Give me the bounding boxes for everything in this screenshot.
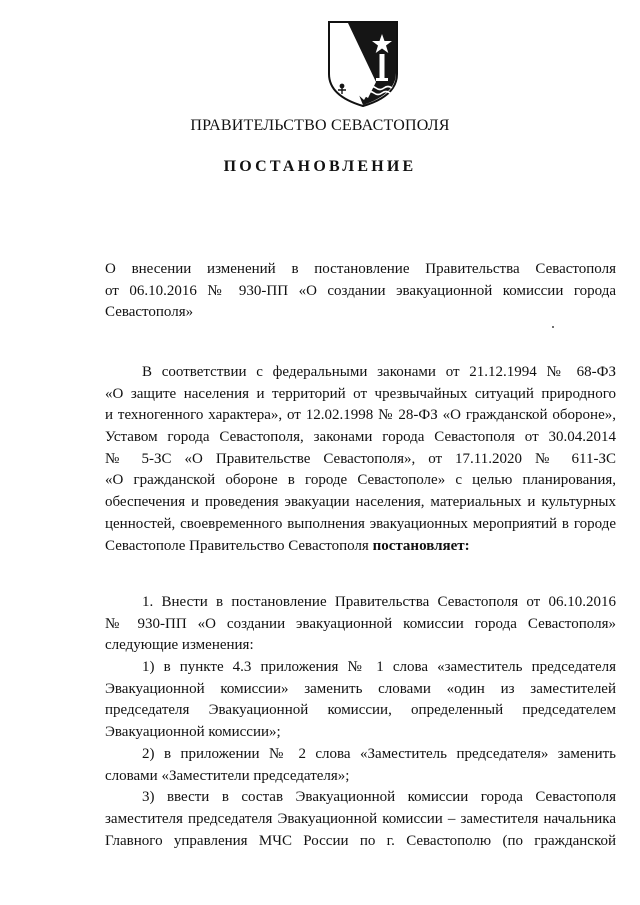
preamble-line: «О защите населения и территорий от чрезвычайных ситуаций природного bbox=[105, 385, 616, 402]
subitem-1-line: председателя Эвакуационной комиссии, определенный председателем bbox=[105, 702, 616, 719]
preamble-line: «О гражданской обороне в городе Севастополе» с целью планирования, bbox=[105, 472, 616, 489]
subitem-3-line: Главного управления МЧС России по г. Севастополю (по гражданской bbox=[105, 832, 616, 849]
government-title: ПРАВИТЕЛЬСТВО СЕВАСТОПОЛЯ bbox=[190, 117, 450, 134]
resolves-keyword: постановляет: bbox=[372, 537, 470, 554]
subject-line: О внесении изменений в постановление Правительства Севастополя bbox=[105, 261, 616, 277]
item-1-line: 1. Внести в постановление Правительства Севастополя от 06.10.2016 bbox=[142, 594, 616, 610]
item-1-paragraph bbox=[105, 592, 616, 852]
subitem-3-line: заместителя председателя Эвакуационной комиссии – заместителя начальника bbox=[105, 810, 616, 827]
item-1-line: следующие изменения: bbox=[105, 637, 254, 654]
subject-line: от 06.10.2016 № 930-ПП «О создании эвакуационной комиссии города bbox=[105, 282, 616, 299]
scan-speck bbox=[552, 326, 554, 328]
subitem-1-line: Эвакуационной комиссии»; bbox=[105, 724, 281, 741]
preamble-line: № 5-ЗС «О Правительстве Севастополя», от 17.11.2020 № 611-ЗС bbox=[105, 450, 616, 467]
preamble-line: и техногенного характера», от 12.02.1998 № 28-ФЗ «О гражданской обороне», bbox=[105, 407, 616, 424]
subitem-2-line: словами «Заместители председателя»; bbox=[105, 767, 350, 784]
subject-line: Севастополя» bbox=[105, 304, 194, 321]
preamble-paragraph bbox=[105, 362, 616, 557]
sevastopol-coat-of-arms-emblem bbox=[326, 20, 400, 108]
preamble-final-line bbox=[105, 536, 616, 558]
subitem-1-line: Эвакуационной комиссии» заменить словами «один из заместителей bbox=[105, 680, 616, 697]
preamble-line: Уставом города Севастополя, законами города Севастополя от 30.04.2014 bbox=[105, 429, 616, 446]
item-1-line: № 930-ПП «О создании эвакуационной комиссии города Севастополя» bbox=[105, 615, 616, 632]
subitem-3-line: 3) ввести в состав Эвакуационной комиссии города Севастополя bbox=[142, 789, 616, 806]
subitem-1-line: 1) в пункте 4.3 приложения № 1 слова «заместитель председателя bbox=[142, 659, 616, 676]
subitem-2-line: 2) в приложении № 2 слова «Заместитель председателя» заменить bbox=[142, 745, 616, 762]
preamble-line: В соответствии с федеральными законами от 21.12.1994 № 68-ФЗ bbox=[142, 364, 616, 380]
document-type-title: ПОСТАНОВЛЕНИЕ bbox=[223, 158, 417, 175]
decree-subject bbox=[105, 259, 616, 324]
preamble-line: ценностей, своевременного выполнения эвакуационных мероприятий в городе bbox=[105, 515, 616, 532]
preamble-line: обеспечения и проведения эвакуации населения, материальных и культурных bbox=[105, 494, 616, 511]
preamble-final-text: Севастополе Правительство Севастополя bbox=[105, 537, 369, 554]
